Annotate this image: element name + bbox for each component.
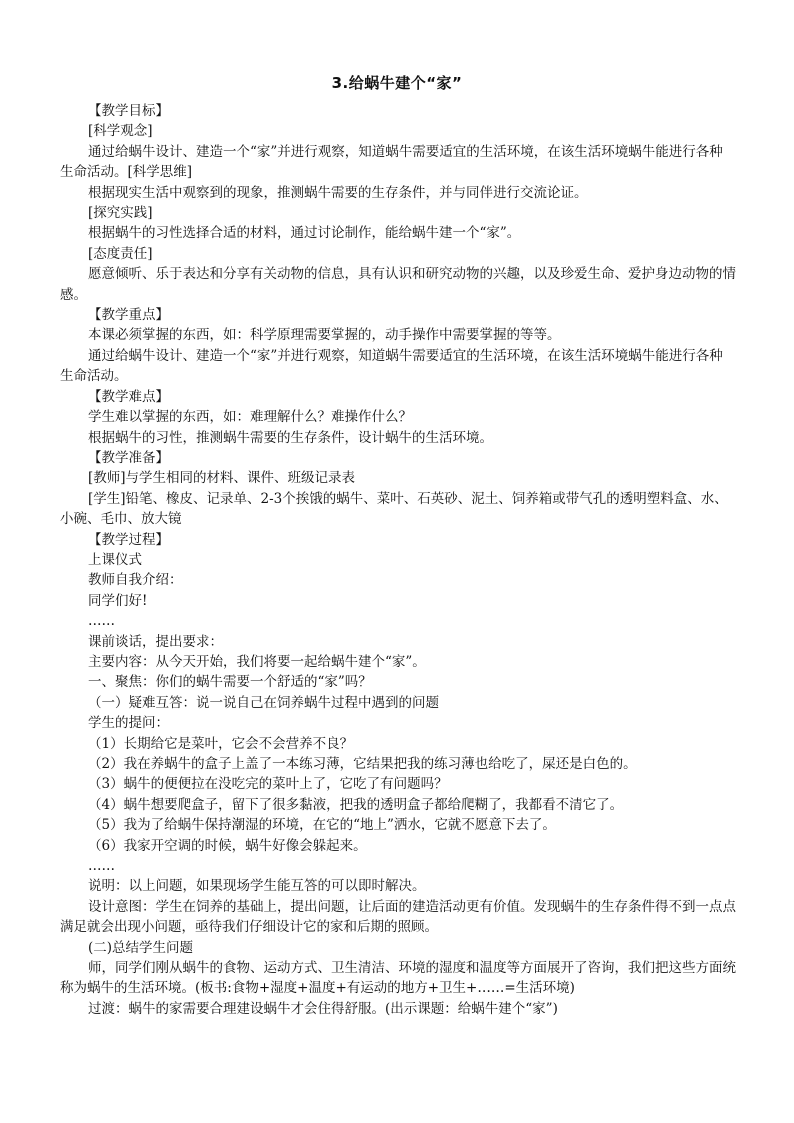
paragraph: 过渡：蜗牛的家需要合理建设蜗牛才会住得舒服。(出示课题：给蜗牛建个“家”) xyxy=(88,1000,558,1017)
paragraph: 【教学难点】 xyxy=(88,388,169,405)
paragraph: …… xyxy=(88,613,115,630)
paragraph: 设计意图：学生在饲养的基础上，提出问题，让后面的建造活动更有价值。发现蜗牛的生存条件得不到一点点满足就会出现小问题，亟待我们仔细设计它的家和后期的照顾。 xyxy=(60,898,736,936)
paragraph: （5）我为了给蜗牛保持潮湿的环境，在它的“地上”洒水，它就不愿意下去了。 xyxy=(88,817,556,834)
paragraph: 通过给蜗牛设计、建造一个“家”并进行观察，知道蜗牛需要适宜的生活环境，在该生活环境蜗牛能进行各种生命活动。[科学思维] xyxy=(60,143,723,181)
paragraph: （4）蜗牛想要爬盒子，留下了很多黏液，把我的透明盒子都给爬糊了，我都看不清它了。 xyxy=(88,796,624,813)
paragraph: [探究实践] xyxy=(88,205,153,222)
paragraph: 教师自我介绍： xyxy=(88,572,183,589)
paragraph: 本课必须掌握的东西，如：科学原理需要掌握的，动手操作中需要掌握的等等。 xyxy=(88,327,561,344)
paragraph: 【教学过程】 xyxy=(88,531,169,548)
paragraph: 【教学目标】 xyxy=(88,103,169,119)
paragraph: [学生]铅笔、橡皮、记录单、2-3个挨饿的蜗牛、菜叶、石英砂、泥土、饲养箱或带气孔的透明塑料盒、水、小碗、毛巾、放大镜 xyxy=(60,490,728,528)
paragraph: 同学们好! xyxy=(88,592,148,609)
paragraph: [态度责任] xyxy=(88,245,153,262)
paragraph: 主要内容：从今天开始，我们将要一起给蜗牛建个“家”。 xyxy=(88,653,426,670)
paragraph: 根据蜗牛的习性选择合适的材料，通过讨论制作，能给蜗牛建一个“家”。 xyxy=(88,225,521,242)
paragraph: （1）长期给它是菜叶，它会不会营养不良？ xyxy=(88,735,354,752)
paragraph: （6）我家开空调的时候，蜗牛好像会躲起来。 xyxy=(88,837,367,854)
document-body xyxy=(60,101,736,1019)
paragraph: 课前谈话，提出要求： xyxy=(88,633,223,650)
paragraph: 根据蜗牛的习性，推测蜗牛需要的生存条件，设计蜗牛的生活环境。 xyxy=(88,429,493,446)
paragraph: [科学观念] xyxy=(88,123,153,140)
paragraph: 说明：以上问题，如果现场学生能互答的可以即时解决。 xyxy=(88,878,426,895)
paragraph: （2）我在养蜗牛的盒子上盖了一本练习薄，它结果把我的练习薄也给吃了，屎还是白色的。 xyxy=(88,756,637,772)
document-title: 3.给蜗牛建个“家” xyxy=(331,74,463,92)
paragraph: 学生难以掌握的东西，如：难理解什么？难操作什么？ xyxy=(88,409,412,426)
paragraph: 通过给蜗牛设计、建造一个“家”并进行观察，知道蜗牛需要适宜的生活环境，在该生活环境蜗牛能进行各种生命活动。 xyxy=(60,347,723,385)
paragraph: (二)总结学生问题 xyxy=(88,939,194,956)
paragraph: （3）蜗牛的便便拉在没吃完的菜叶上了，它吃了有问题吗？ xyxy=(88,776,448,793)
paragraph: 一、聚焦：你们的蜗牛需要一个舒适的“家”吗？ xyxy=(88,674,372,691)
paragraph: 学生的提问： xyxy=(88,715,169,732)
paragraph: …… xyxy=(88,858,115,875)
paragraph: 师，同学们刚从蜗牛的食物、运动方式、卫生清洁、环境的湿度和温度等方面展开了咨询，我们把这些方面统称为蜗牛的生活环境。(板书:食物+湿度+温度+有运动的地方+卫生+……=生活环境) xyxy=(60,960,736,997)
paragraph: 根据现实生活中观察到的现象，推测蜗牛需要的生存条件，并与同伴进行交流论证。 xyxy=(88,184,588,201)
paragraph: [教师]与学生相同的材料、课件、班级记录表 xyxy=(88,470,356,487)
paragraph: 【教学重点】 xyxy=(88,307,169,324)
paragraph: 愿意倾听、乐于表达和分享有关动物的信息，具有认识和研究动物的兴趣，以及珍爱生命、爱护身边动物的情感。 xyxy=(60,266,736,303)
paragraph: 上课仪式 xyxy=(88,551,142,568)
paragraph: 【教学准备】 xyxy=(88,449,169,466)
paragraph: （一）疑难互答：说一说自己在饲养蜗牛过程中遇到的问题 xyxy=(88,694,439,711)
